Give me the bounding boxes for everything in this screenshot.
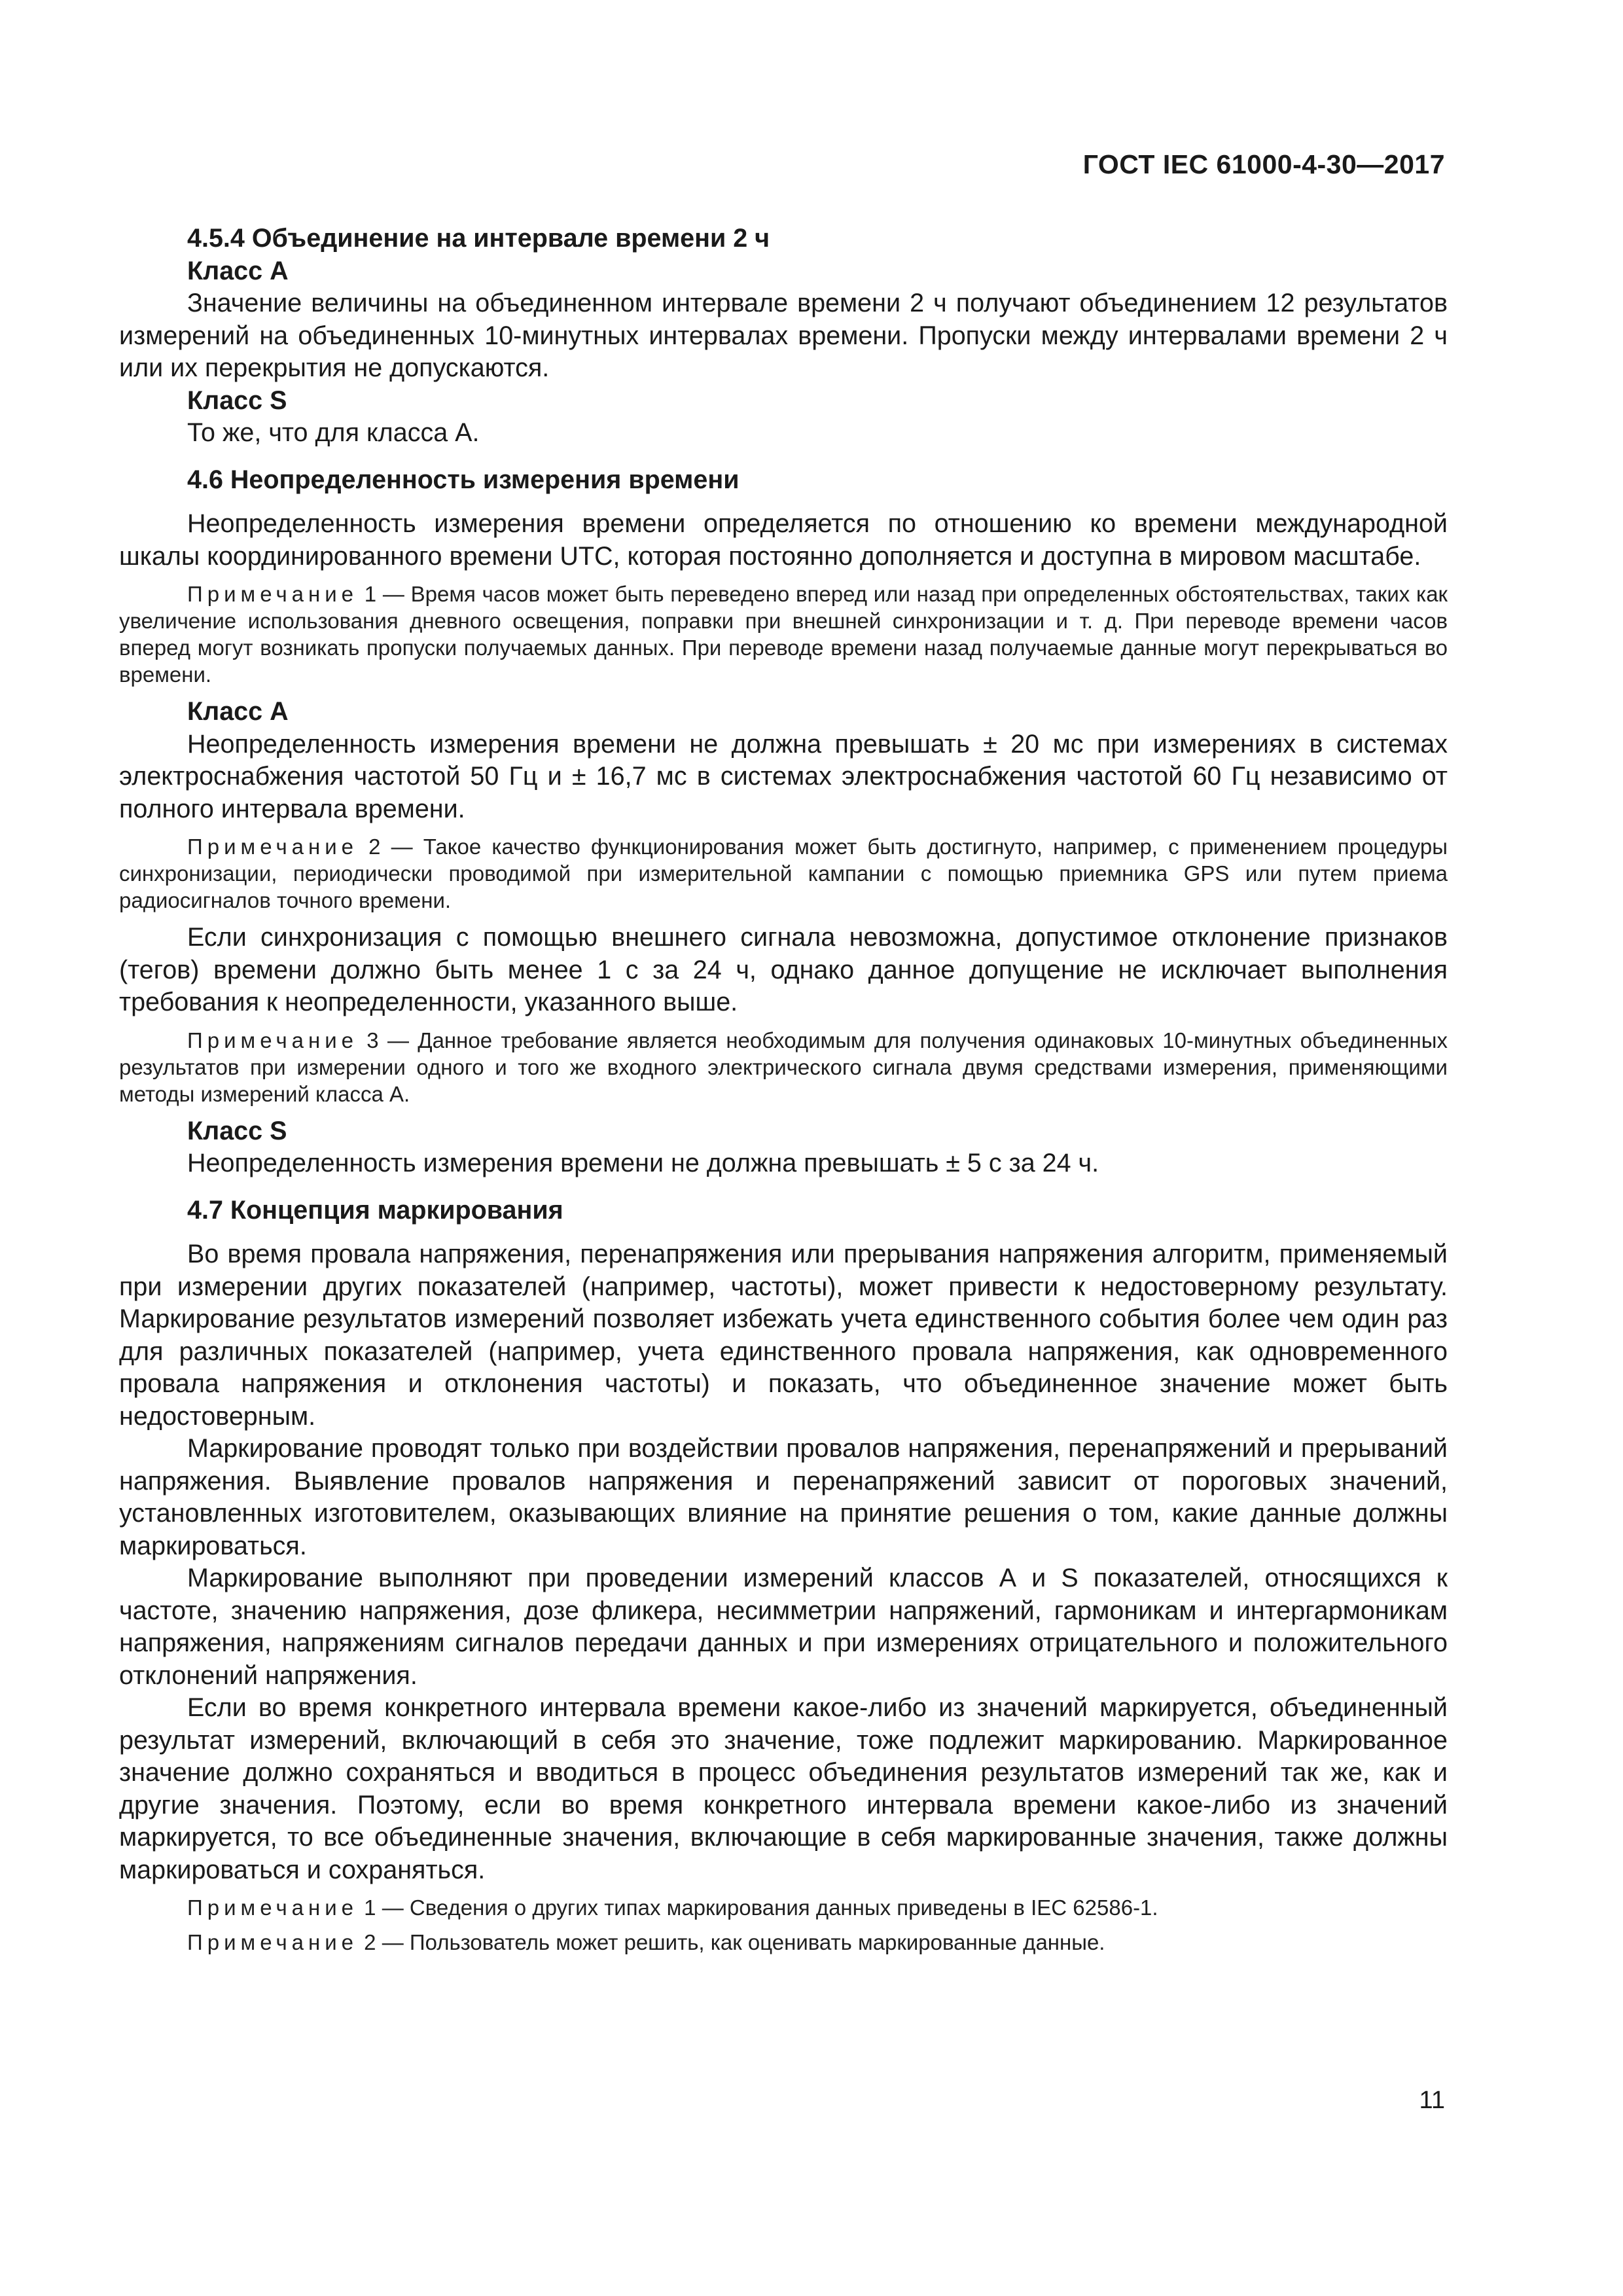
paragraph: Если во время конкретного интервала времени какое-либо из значений маркируется, объединенный результат измерений, включающий в себя это значение, тоже подлежит маркированию. Маркированное значение должно сохраняться и вводиться в процесс объединения результатов измерений так же, как и другие значения. Поэтому, если во время конкретного интервала времени какое-либо из значений маркируется, то все объединенные значения, включающие в себя маркированные значения, также должны маркироваться и сохраняться.	[119, 1693, 1448, 1884]
note-label: Примечание	[187, 1930, 359, 1954]
class-a-label: Класс А	[187, 697, 289, 726]
class-a-label: Класс A	[187, 256, 289, 285]
paragraph: Неопределенность измерения времени не должна превышать ± 20 мс при измерениях в системах электроснабжения частотой 50 Гц и ± 16,7 мс в системах электроснабжения частотой 60 Гц независимо от полного интервала времени.	[119, 729, 1448, 823]
paragraph: Маркирование проводят только при воздействии провалов напряжения, перенапряжений и прерываний напряжения. Выявление провалов напряжения и перенапряжений зависит от пороговых значений, установленных изготовителем, оказывающих влияние на принятие решения о том, какие данные должны маркироваться.	[119, 1434, 1448, 1560]
note-text: 2 — Пользователь может решить, как оценивать маркированные данные.	[358, 1930, 1105, 1954]
note-label: Примечание	[187, 1895, 359, 1920]
note-1	[119, 581, 1448, 688]
paragraph: Неопределенность измерения времени не должна превышать ± 5 с за 24 ч.	[187, 1149, 1099, 1177]
paragraph: Значение величины на объединенном интервале времени 2 ч получают объединением 12 результатов измерений на объединенных 10-минутных интервалах времени. Пропуски между интервалами времени 2 ч или их перекрытия не допускаются.	[119, 289, 1448, 382]
note-2	[119, 833, 1448, 914]
class-s-label: Класс S	[187, 1116, 287, 1145]
note-1	[119, 1894, 1448, 1921]
document-code: ГОСТ IEC 61000-4-30—2017	[1082, 149, 1445, 179]
paragraph: То же, что для класса А.	[187, 418, 480, 447]
paragraph: Во время провала напряжения, перенапряжения или прерывания напряжения алгоритм, применяемый при измерении других показателей (например, частоты), может привести к недостоверному результату. Маркирование результатов измерений позволяет избежать учета единственного события более чем один раз для различных показателей (например, учета единственного провала напряжения, как одновременного провала напряжения и отклонения частоты) и показать, что объединенное значение может быть недостоверным.	[119, 1240, 1448, 1431]
page-number: 11	[1419, 2087, 1445, 2114]
note-text: 1 — Сведения о других типах маркирования данных приведены в IEC 62586-1.	[358, 1895, 1158, 1920]
paragraph: Маркирование выполняют при проведении измерений классов А и S показателей, относящихся к частоте, значению напряжения, дозе фликера, несимметрии напряжений, гармоникам и интергармоникам напряжения, напряжениям сигналов передачи данных и при измерениях отрицательного и положительного отклонений напряжения.	[119, 1564, 1448, 1690]
note-label: Примечание	[187, 1028, 359, 1052]
section-heading-4-6: 4.6 Неопределенность измерения времени	[187, 465, 740, 494]
note-3	[119, 1027, 1448, 1107]
note-text: 3 — Данное требование является необходимым для получения одинаковых 10-минутных объединенных результатов при измерении одного и того же входного электрического сигнала двумя средствами измерения, применяющими методы измерений класса А.	[119, 1028, 1448, 1106]
note-label: Примечание	[187, 582, 359, 606]
note-text: 1 — Время часов может быть переведено вперед или назад при определенных обстоятельствах, таких как увеличение использования дневного освещения, поправки при внешней синхронизации и т. д. При переводе времени часов вперед могут возникать пропуски получаемых данных. При переводе времени назад получаемые данные могут перекрываться во времени.	[119, 582, 1448, 687]
note-2	[119, 1929, 1448, 1956]
section-heading-4-5-4: 4.5.4 Объединение на интервале времени 2 ч	[187, 224, 770, 253]
page-content	[119, 223, 1448, 1964]
paragraph: Если синхронизация с помощью внешнего сигнала невозможна, допустимое отклонение признаков (тегов) времени должно быть менее 1 с за 24 ч, однако данное допущение не исключает выполнения требования к неопределенности, указанного выше.	[119, 923, 1448, 1016]
class-s-label: Класс S	[187, 386, 287, 415]
note-text: 2 — Такое качество функционирования может быть достигнуто, например, с применением процедуры синхронизации, периодически проводимой при измерительной кампании с помощью приемника GPS или путем приема радиосигналов точного времени.	[119, 834, 1448, 912]
section-heading-4-7: 4.7 Концепция маркирования	[187, 1195, 563, 1225]
note-label: Примечание	[187, 834, 359, 859]
paragraph: Неопределенность измерения времени определяется по отношению ко времени международной шкалы координированного времени UTC, которая постоянно дополняется и доступна в мировом масштабе.	[119, 509, 1448, 571]
